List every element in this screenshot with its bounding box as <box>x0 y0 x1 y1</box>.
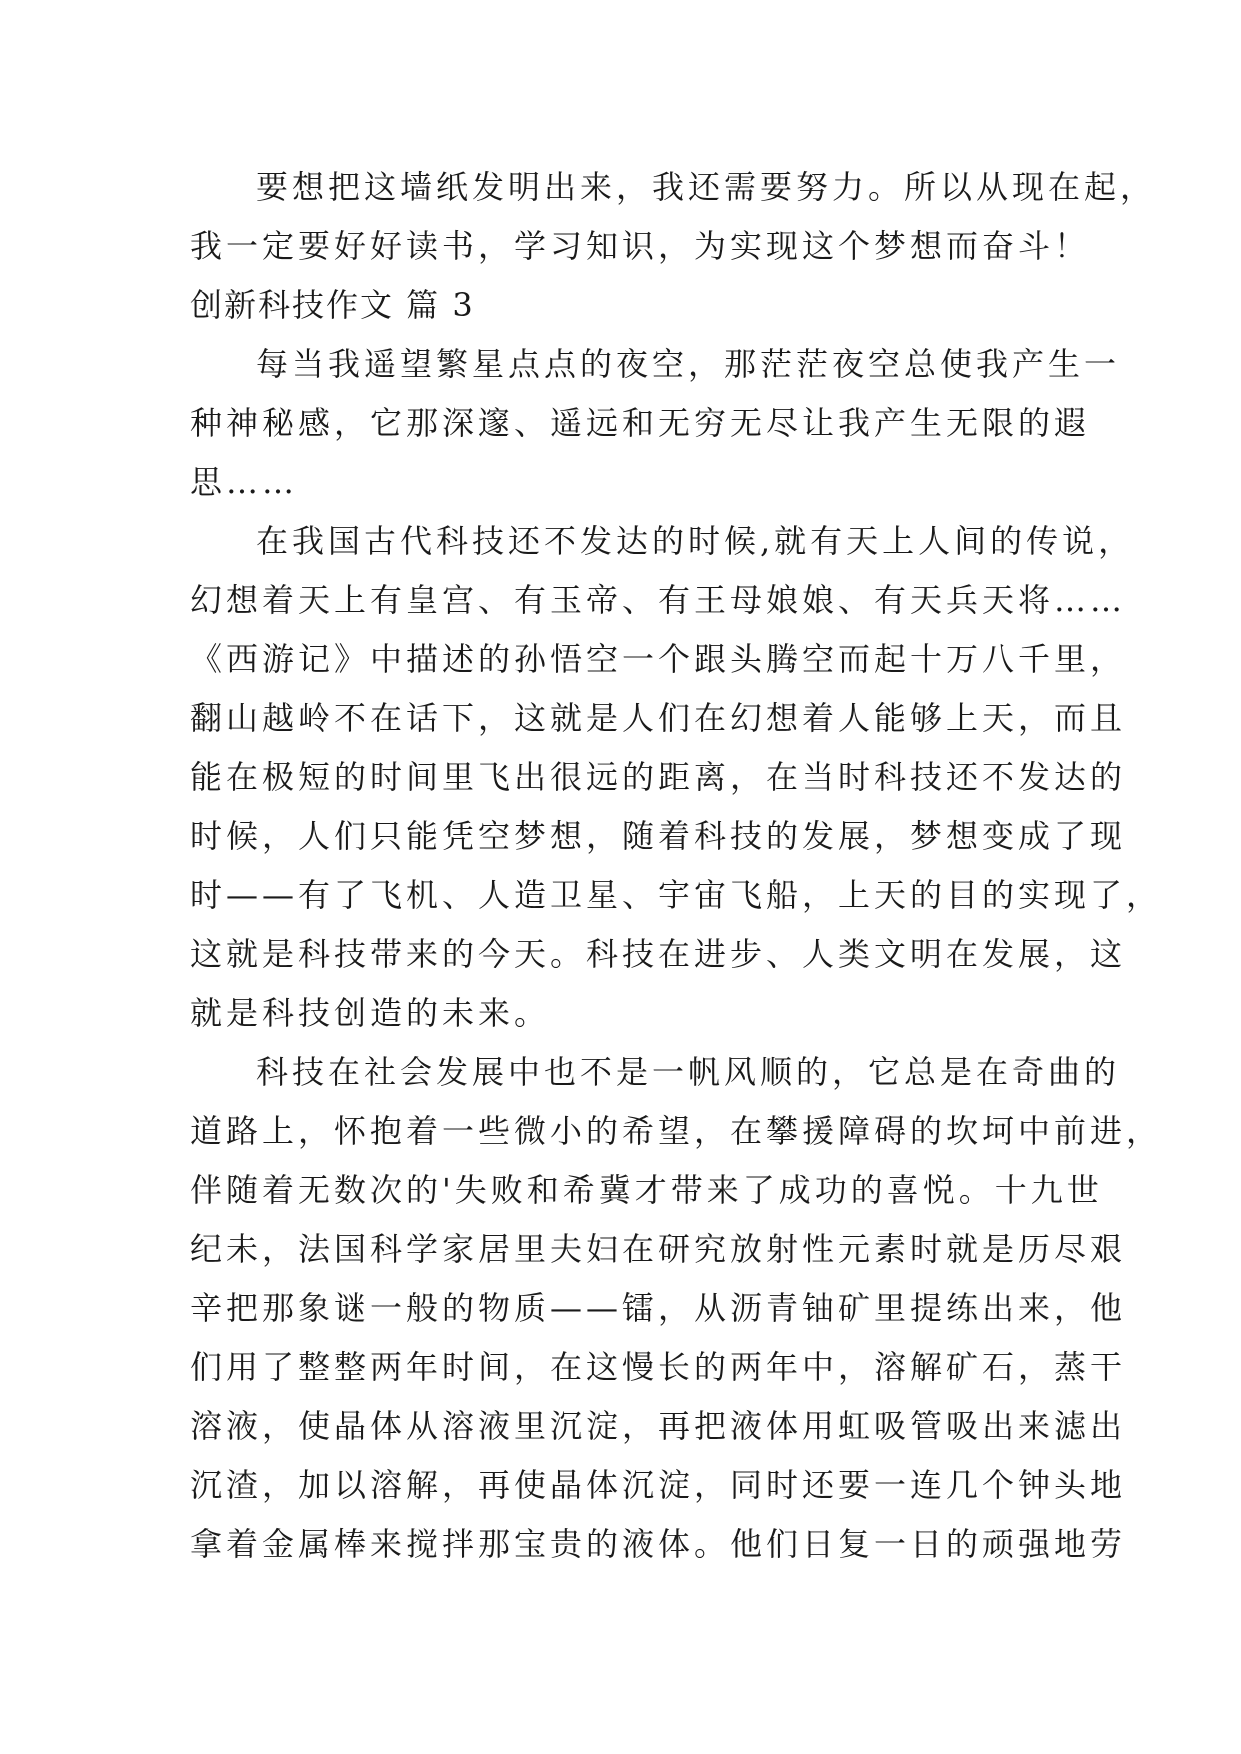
text-line: 科技在社会发展中也不是一帆风顺的，它总是在奇曲的 <box>256 1053 1121 1091</box>
text-line: 道路上，怀抱着一些微小的希望，在攀援障碍的坎坷中前进， <box>190 1112 1163 1150</box>
text-line: 辛把那象谜一般的物质——镭，从沥青铀矿里提练出来，他 <box>190 1289 1127 1327</box>
paragraph-c <box>190 512 1163 1043</box>
document-body <box>190 158 1163 1574</box>
text-line: 翻山越岭不在话下，这就是人们在幻想着人能够上天，而且 <box>190 699 1127 737</box>
text-line: 在我国古代科技还不发达的时候,就有天上人间的传说， <box>256 522 1135 560</box>
section-heading: 创新科技作文 篇 3 <box>190 286 475 324</box>
paragraph-a <box>190 158 1157 276</box>
text-line: 时——有了飞机、人造卫星、宇宙飞船，上天的目的实现了， <box>190 876 1163 914</box>
text-line: 沉渣，加以溶解，再使晶体沉淀，同时还要一连几个钟头地 <box>190 1466 1127 1504</box>
text-line: 就是科技创造的未来。 <box>190 994 551 1032</box>
text-line: 们用了整整两年时间，在这慢长的两年中，溶解矿石，蒸干 <box>190 1348 1127 1386</box>
text-line: 纪未，法国科学家居里夫妇在研究放射性元素时就是历尽艰 <box>190 1230 1127 1268</box>
paragraph-d <box>190 1043 1163 1574</box>
text-line: 溶液，使晶体从溶液里沉淀，再把液体用虹吸管吸出来滤出 <box>190 1407 1127 1445</box>
text-line: 拿着金属棒来搅拌那宝贵的液体。他们日复一日的顽强地劳 <box>190 1525 1127 1563</box>
text-line: 我一定要好好读书，学习知识，为实现这个梦想而奋斗！ <box>190 227 1091 265</box>
text-line: 《西游记》中描述的孙悟空一个跟头腾空而起十万八千里， <box>190 640 1127 678</box>
paragraph-b <box>190 335 1121 512</box>
text-line: 思…… <box>190 463 299 501</box>
text-line: 每当我遥望繁星点点的夜空，那茫茫夜空总使我产生一 <box>256 345 1121 383</box>
text-line: 这就是科技带来的今天。科技在进步、人类文明在发展，这 <box>190 935 1127 973</box>
text-line: 能在极短的时间里飞出很远的距离，在当时科技还不发达的 <box>190 758 1127 796</box>
text-line: 时候，人们只能凭空梦想，随着科技的发展，梦想变成了现 <box>190 817 1127 855</box>
text-line: 幻想着天上有皇宫、有玉帝、有王母娘娘、有天兵天将…… <box>190 581 1127 619</box>
text-line: 要想把这墙纸发明出来，我还需要努力。所以从现在起， <box>256 168 1157 206</box>
text-line: 种神秘感，它那深邃、遥远和无穷无尽让我产生无限的遐 <box>190 404 1091 442</box>
text-line: 伴随着无数次的'失败和希冀才带来了成功的喜悦。十九世 <box>190 1171 1103 1209</box>
